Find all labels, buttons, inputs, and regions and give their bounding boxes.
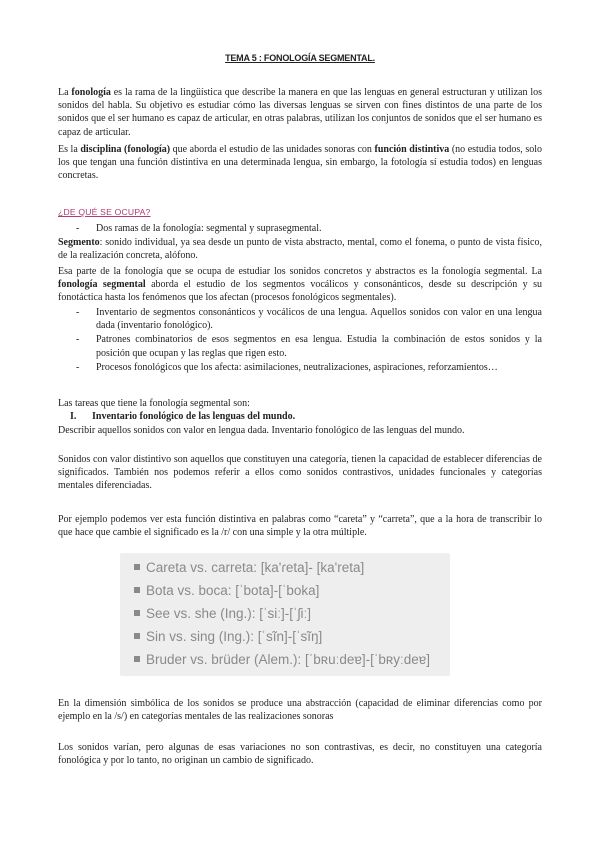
segmental-paragraph: Esa parte de la fonología que se ocupa de estudiar los sonidos concretos y abstractos es la fonología segmental. La fonología segmental aborda el estudio de los segmentos vocálicos y consonánticos, desde su descripción y su fonotáctica hasta los fenómenos que los afectan (procesos fonológicos segmentales). xyxy=(58,266,542,304)
minimal-pairs-image xyxy=(120,553,450,676)
minimal-pair-row: Sin vs. sing (Ing.): [ˈsĩn]-[ˈsĩŋ] xyxy=(134,630,322,643)
tasks-intro: Las tareas que tiene la fonología segmental son: xyxy=(58,398,250,409)
symbolic-paragraph: En la dimensión simbólica de los sonidos se produce una abstracción (capacidad de eliminar diferencias como por ejemplo en la /s/) en categorías mentales de las realizaciones sonoras xyxy=(58,698,542,723)
minimal-pair-row: See vs. she (Ing.): [ˈsiː]-[ˈʃiː] xyxy=(134,607,311,620)
term-fonologia: fonología xyxy=(71,87,111,98)
minimal-pair-row: Bota vs. boca: [ˈbota]-[ˈboka] xyxy=(134,584,319,597)
term-fonologia-segmental: fonología segmental xyxy=(58,279,146,291)
list-item: - Patrones combinatorios de esos segmentos en esa lengua. Estudia la combinación de estos sonidos y la posición que ocupan y las reglas que rigen esto. xyxy=(76,334,542,359)
term-funcion-distintiva: función distintiva xyxy=(374,144,450,155)
bullet-icon xyxy=(134,610,140,616)
list-item: - Procesos fonológicos que los afecta: asimilaciones, neutralizaciones, aspiraciones, reforzamientos… xyxy=(76,361,498,373)
bullet-icon xyxy=(134,587,140,593)
intro-paragraph-disciplina: Es la disciplina (fonología) que aborda el estudio de las unidades sonoras con función distintiva (no estudia todos, solo los que tengan una función distintiva en una determinada lengua, sin embargo, la fotología sí estudia todos) en lenguas concretas. xyxy=(58,144,542,182)
intro-paragraph-fonologia: La fonología es la rama de la lingüística que describe la manera en que las lenguas en general estructuran y utilizan los sonidos del habla. Su objetivo es estudiar cómo las diversas lenguas se sirven con fines distintos de una parte de los sonidos que el ser humano es capaz de articular, en otras palabras, utilizan los conjuntos de sonidos que el ser humano es capaz de articular. xyxy=(58,87,542,138)
term-segmento: Segmento xyxy=(58,237,100,248)
term-disciplina: disciplina (fonología) xyxy=(80,144,171,155)
bullet-icon xyxy=(134,633,140,639)
distinctive-paragraph: Sonidos con valor distintivo son aquellos que constituyen una categoría, tienen la capacidad de establecer diferencias de significados. También nos podemos referir a ellos como sonidos contrastivos, unidades funcionales y categorías mentales diferenciadas. xyxy=(58,454,542,492)
topics-list xyxy=(58,306,542,374)
minimal-pair-row: Careta vs. carreta: [ka'ɾeta]- [ka'reta] xyxy=(134,561,364,574)
task-description: Describir aquellos sonidos con valor en lengua dada. Inventario fonológico de las lenguas del mundo. xyxy=(58,425,465,436)
example-paragraph: Por ejemplo podemos ver esta función distintiva en palabras como “careta” y “carreta”, que a la hora de transcribir lo que hace que cambie el significado es la /r/ con una simple y la otra múltiple. xyxy=(58,514,542,539)
bullet-icon xyxy=(134,564,140,570)
variation-paragraph: Los sonidos varían, pero algunas de esas variaciones no son contrastivas, es decir, no constituyen una categoría fonológica y por lo tanto, no originan un cambio de significado. xyxy=(58,742,542,767)
minimal-pair-row: Bruder vs. brüder (Alem.): [ˈbʀuːdeɐ]-[ˈbʀyːdeɐ] xyxy=(134,653,430,666)
task-heading: I. Inventario fonológico de las lenguas del mundo. xyxy=(70,411,296,422)
list-item: - Inventario de segmentos consonánticos y vocálicos de una lengua. Aquellos sonidos con valor en una lengua dada (inventario fonológico). xyxy=(76,307,542,332)
section-heading: ¿DE QUÉ SE OCUPA? xyxy=(58,207,151,217)
list-item-branches: - Dos ramas de la fonología: segmental y suprasegmental. xyxy=(76,223,322,234)
segmento-definition: Segmento: sonido individual, ya sea desde un punto de vista abstracto, mental, como el fonema, o punto de vista físico, de la realización concreta, alófono. xyxy=(58,237,542,262)
bullet-icon xyxy=(134,656,140,662)
page-title: TEMA 5 : FONOLOGÍA SEGMENTAL. xyxy=(225,53,375,63)
